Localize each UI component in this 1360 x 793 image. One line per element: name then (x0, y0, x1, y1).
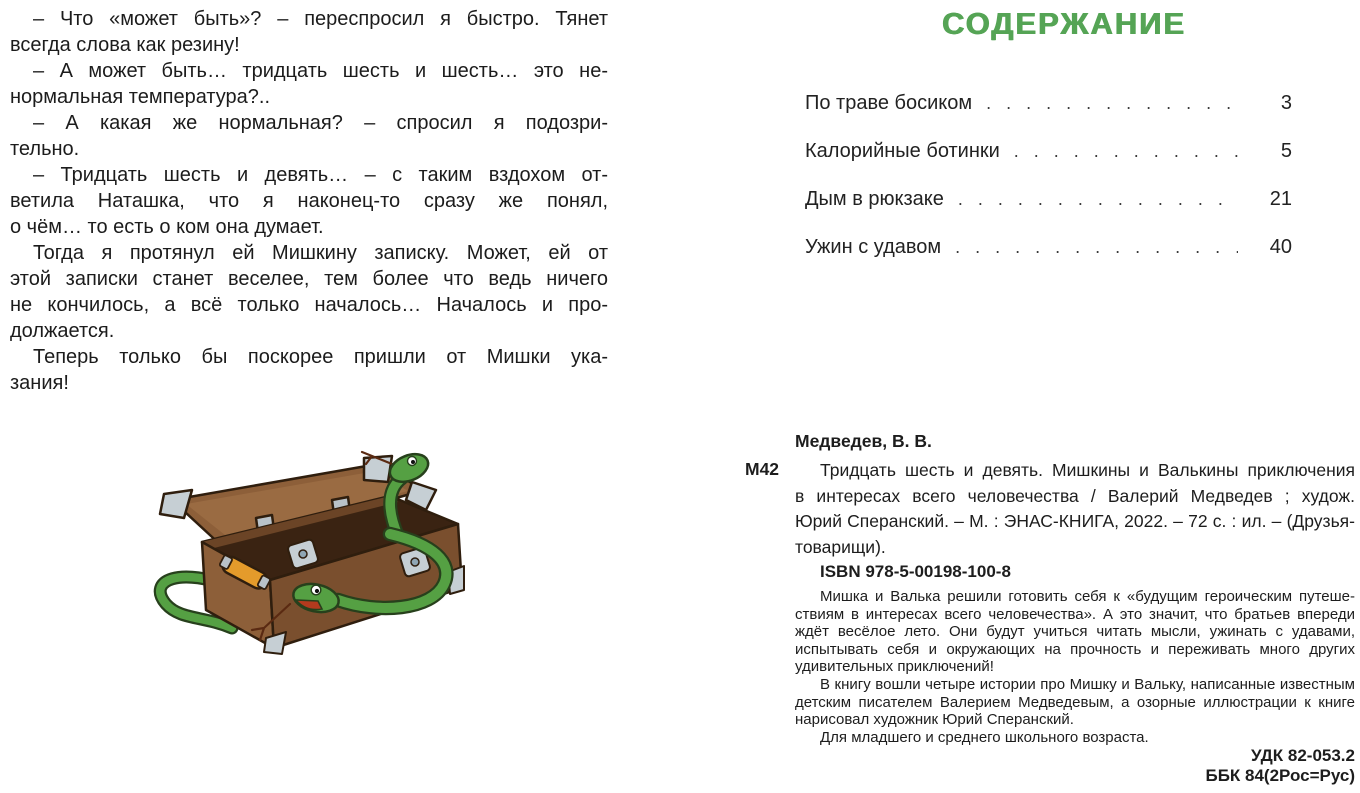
text-line: Для младшего и среднего школьного возраста. (820, 728, 1149, 746)
text-line: должается. (10, 320, 115, 342)
bibliography-author: Медведев, В. В. (795, 431, 932, 451)
text-line: ствиям в интересах всего человечества». А это значит, что братьев впереди (795, 605, 1355, 623)
udc-code: УДК 82-053.2 (1250, 746, 1355, 765)
bibliography-entry (795, 458, 1355, 560)
toc-list (805, 92, 1292, 284)
toc-entry-title: Калорийные ботинки (805, 140, 1000, 162)
paragraph (10, 162, 608, 240)
text-line: Тридцать шесть и девять. Мишкины и Валькины приключения (820, 460, 1355, 480)
toc-entry-page-number: 3 (1280, 92, 1292, 114)
paragraph (795, 729, 1355, 747)
text-line: о чём… то есть о ком она думает. (10, 216, 324, 238)
toc-entry-page-number: 40 (1269, 236, 1292, 258)
toc-leader-dots (955, 237, 1238, 258)
text-line: Тогда я протянул ей Мишкину записку. Может, ей от (33, 242, 608, 264)
text-line: товарищи). (795, 536, 886, 557)
toc-title: СОДЕРЖАНИЕ (942, 6, 1187, 41)
text-line: нарисовал художник Юрий Сперанский. (795, 711, 1074, 729)
text-line: всегда слова как резину! (10, 34, 240, 56)
isbn: ISBN 978-5-00198-100-8 (820, 562, 1011, 581)
toc-entry (805, 140, 1292, 166)
text-line: детским писателем Валерием Медведевым, а озорные иллюстрации к книге (795, 693, 1355, 711)
annotation-text (795, 588, 1355, 746)
text-line: Мишка и Валька решили готовить себя к «будущим героическим путеше- (820, 588, 1355, 605)
story-text (10, 6, 608, 396)
paragraph (10, 58, 608, 110)
toc-leader-dots (958, 189, 1238, 210)
toc-entry-title: Дым в рюкзаке (805, 188, 944, 210)
text-line: зания! (10, 372, 69, 394)
paragraph (795, 458, 1355, 560)
paragraph (10, 344, 608, 396)
text-line: нормальная температура?.. (10, 86, 271, 108)
text-line: ждёт весёлое лето. Они будут учиться читать мысли, ужинать с удавами, (795, 623, 1355, 641)
toc-leader-dots (1014, 141, 1238, 162)
bbk-code: ББК 84(2Рос=Рус) (1205, 766, 1355, 785)
toc-entry (805, 92, 1292, 118)
text-line: – А какая же нормальная? – спросил я подозри- (33, 112, 608, 134)
toc-entry (805, 236, 1292, 262)
bibliography-code: М42 (745, 459, 780, 479)
text-line: – Тридцать шесть и девять… – с таким вздохом от- (33, 164, 608, 186)
text-line: тельно. (10, 138, 80, 160)
text-line: – А может быть… тридцать шесть и шесть… это не- (33, 60, 608, 82)
text-line: – Что «может быть»? – переспросил я быстро. Тянет (33, 8, 608, 30)
paragraph (10, 110, 608, 162)
paragraph (795, 676, 1355, 729)
paragraph (10, 240, 608, 344)
text-line: Юрий Сперанский. – М. : ЭНАС-КНИГА, 2022. – 72 с. : ил. – (Друзья- (795, 511, 1355, 531)
toc-entry-title: Ужин с удавом (805, 236, 942, 258)
text-line: Теперь только бы поскорее пришли от Мишки ука- (33, 346, 608, 368)
text-line: не кончилось, а всё только началось… Началось и про- (10, 294, 608, 316)
text-line: В книгу вошли четыре истории про Мишку и Вальку, написанные известным (820, 675, 1355, 693)
suitcase-snakes-illustration (140, 438, 500, 668)
text-line: испытывать себя и окружающих на прочность и переживать много других (795, 640, 1355, 658)
paragraph (795, 588, 1355, 676)
toc-entry-title: По траве босиком (805, 92, 973, 114)
classification-codes (1205, 746, 1355, 786)
text-line: ветила Наташка, что я наконец-то сразу же понял, (10, 190, 608, 212)
text-line: в интересах всего человечества / Валерий Медведев ; худож. (795, 485, 1355, 506)
text-line: удивительных приключений! (795, 658, 994, 676)
text-line: этой записки станет веселее, тем более что ведь ничего (10, 268, 608, 290)
toc-entry-page-number: 5 (1280, 140, 1292, 162)
toc-entry (805, 188, 1292, 214)
toc-leader-dots (986, 93, 1238, 114)
toc-entry-page-number: 21 (1269, 188, 1292, 210)
paragraph (10, 6, 608, 58)
